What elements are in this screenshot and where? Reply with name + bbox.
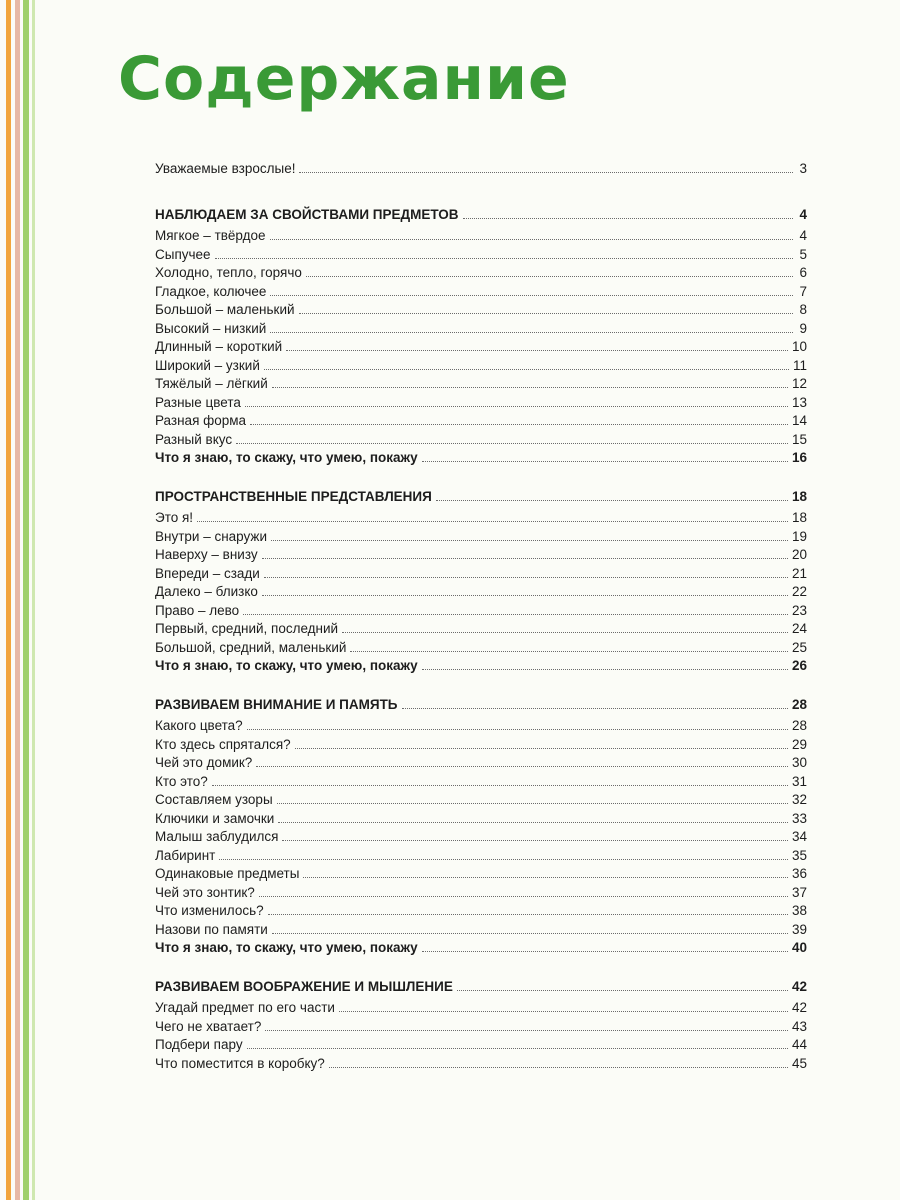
toc-entry-page: 12 (791, 376, 807, 391)
dot-leader (215, 247, 793, 259)
toc-entry[interactable] (155, 264, 807, 283)
toc-entry[interactable] (155, 921, 807, 940)
toc-entry-label: Тяжёлый – лёгкий (155, 376, 268, 391)
toc-entry-page: 26 (791, 658, 807, 673)
stripe-light-green (32, 0, 35, 1200)
toc-entry-page: 5 (799, 246, 807, 262)
toc-entry-page: 40 (791, 940, 807, 955)
dot-leader (463, 207, 793, 219)
toc-entry-label: Лабиринт (155, 847, 216, 863)
toc-entry-label: Что я знаю, то скажу, что умею, покажу (155, 940, 418, 955)
toc-entry-page: 4 (799, 228, 807, 243)
toc-entry-page: 3 (799, 161, 807, 176)
toc-entry-label: Разная форма (155, 413, 247, 428)
section-spacer (155, 468, 807, 488)
toc-entry[interactable] (155, 1036, 807, 1055)
toc-entry-label: Мягкое – твёрдое (155, 228, 266, 243)
toc-entry[interactable] (155, 1055, 807, 1074)
toc-entry[interactable] (155, 884, 807, 903)
section-spacer (155, 179, 807, 206)
toc-entry-page: 4 (799, 206, 807, 222)
toc-entry[interactable] (155, 338, 807, 357)
toc-entry-page: 22 (791, 584, 807, 599)
toc-entry[interactable] (155, 583, 807, 602)
toc-entry-page: 15 (791, 431, 807, 447)
toc-entry[interactable] (155, 828, 807, 847)
table-of-contents (155, 160, 807, 1073)
dot-leader (277, 792, 788, 804)
dot-leader (272, 376, 788, 388)
dot-leader (295, 737, 788, 749)
toc-entry[interactable] (155, 320, 807, 339)
dot-leader (286, 339, 788, 351)
toc-entry-label: Высокий – низкий (155, 320, 267, 336)
toc-entry-page: 7 (799, 283, 807, 299)
dot-leader (250, 413, 788, 425)
dot-leader (219, 848, 788, 860)
toc-entry-label: Первый, средний, последний (155, 621, 339, 636)
toc-intro-entry[interactable] (155, 160, 807, 179)
toc-entry-label: Чей это домик? (155, 755, 253, 770)
toc-entry-label: Далеко – близко (155, 584, 258, 599)
toc-entry-label: Наверху – внизу (155, 547, 258, 562)
toc-entry[interactable] (155, 902, 807, 921)
toc-entry-page: 18 (791, 488, 807, 504)
dot-leader (271, 529, 788, 541)
toc-entry[interactable] (155, 431, 807, 450)
toc-entry-page: 14 (791, 413, 807, 428)
toc-entry[interactable] (155, 999, 807, 1018)
section-spacer (155, 958, 807, 978)
toc-entry[interactable] (155, 620, 807, 639)
toc-entry-label: Большой – маленький (155, 302, 295, 317)
dot-leader (270, 228, 793, 240)
dot-leader (339, 1000, 788, 1012)
toc-entry-page: 16 (791, 450, 807, 465)
toc-entry-label: Что я знаю, то скажу, что умею, покажу (155, 450, 418, 465)
dot-leader (299, 302, 793, 314)
dot-leader (197, 510, 788, 522)
toc-entry[interactable] (155, 773, 807, 792)
toc-entry[interactable] (155, 565, 807, 584)
toc-entry[interactable] (155, 394, 807, 413)
toc-entry-page: 29 (791, 736, 807, 752)
dot-leader (264, 566, 788, 578)
stripe-pink (15, 0, 20, 1200)
dot-leader (306, 265, 793, 277)
toc-entry-page: 21 (791, 565, 807, 581)
toc-entry-label: Что изменилось? (155, 903, 264, 918)
dot-leader (247, 718, 788, 730)
toc-entry-page: 37 (791, 884, 807, 900)
toc-entry-page: 20 (791, 547, 807, 562)
toc-entry-label: Длинный – короткий (155, 339, 283, 354)
toc-summary-entry[interactable] (155, 939, 807, 958)
dot-leader (457, 979, 788, 991)
toc-entry-label: Широкий – узкий (155, 357, 260, 373)
toc-entry-page: 38 (791, 903, 807, 918)
toc-entry[interactable] (155, 717, 807, 736)
toc-entry-label: Разные цвета (155, 394, 241, 410)
dot-leader (282, 829, 788, 841)
toc-entry[interactable] (155, 847, 807, 866)
toc-entry-page: 13 (791, 394, 807, 410)
toc-entry[interactable] (155, 301, 807, 320)
dot-leader (270, 284, 793, 296)
dot-leader (278, 811, 788, 823)
toc-entry-page: 25 (791, 639, 807, 655)
stripe-orange (6, 0, 11, 1200)
dot-leader (422, 658, 788, 670)
toc-entry-label: Угадай предмет по его части (155, 1000, 335, 1015)
toc-entry-page: 44 (791, 1037, 807, 1052)
toc-entry[interactable] (155, 736, 807, 755)
dot-leader (268, 903, 788, 915)
dot-leader (264, 358, 789, 370)
dot-leader (329, 1056, 788, 1068)
toc-entry-label: Что я знаю, то скажу, что умею, покажу (155, 658, 418, 673)
toc-entry-label: Уважаемые взрослые! (155, 161, 296, 176)
toc-entry-label: Назови по памяти (155, 921, 268, 937)
toc-entry[interactable] (155, 602, 807, 621)
toc-entry-page: 35 (791, 847, 807, 863)
toc-entry-page: 8 (799, 302, 807, 317)
dot-leader (212, 774, 788, 786)
toc-summary-entry[interactable] (155, 449, 807, 468)
toc-entry-label: Право – лево (155, 602, 240, 618)
dot-leader (270, 321, 793, 333)
dot-leader (402, 697, 788, 709)
toc-entry-page: 24 (791, 621, 807, 636)
toc-entry-page: 30 (791, 755, 807, 770)
dot-leader (350, 640, 788, 652)
dot-leader (243, 603, 788, 615)
toc-entry-page: 42 (791, 978, 807, 994)
dot-leader (422, 940, 788, 952)
toc-entry-label: Это я! (155, 510, 194, 525)
toc-entry-label: РАЗВИВАЕМ ВНИМАНИЕ И ПАМЯТЬ (155, 696, 398, 712)
toc-entry-page: 19 (791, 528, 807, 544)
toc-entry-page: 11 (792, 357, 807, 373)
dot-leader (247, 1037, 788, 1049)
toc-entry-page: 32 (791, 792, 807, 807)
dot-leader (342, 621, 788, 633)
dot-leader (265, 1019, 788, 1031)
toc-entry-page: 23 (791, 602, 807, 618)
toc-entry[interactable] (155, 246, 807, 265)
dot-leader (245, 395, 788, 407)
toc-entry-label: Чей это зонтик? (155, 884, 255, 900)
toc-entry-label: Составляем узоры (155, 792, 273, 807)
toc-entry-label: Чего не хватает? (155, 1018, 262, 1034)
toc-entry[interactable] (155, 639, 807, 658)
toc-entry-label: Холодно, тепло, горячо (155, 265, 302, 280)
toc-entry-page: 36 (791, 866, 807, 881)
toc-section-heading[interactable] (155, 978, 807, 997)
dot-leader (303, 866, 788, 878)
toc-entry-label: Кто это? (155, 773, 208, 789)
toc-entry-label: Кто здесь спрятался? (155, 736, 291, 752)
toc-entry[interactable] (155, 810, 807, 829)
toc-entry[interactable] (155, 791, 807, 810)
toc-entry[interactable] (155, 283, 807, 302)
toc-entry[interactable] (155, 865, 807, 884)
page-title: Содержание (118, 44, 570, 114)
toc-entry[interactable] (155, 546, 807, 565)
toc-entry[interactable] (155, 754, 807, 773)
toc-entry-label: Сыпучее (155, 246, 211, 262)
dot-leader (272, 922, 788, 934)
toc-entry-page: 39 (791, 921, 807, 937)
stripe-green (23, 0, 29, 1200)
decorative-stripes (0, 0, 40, 1200)
toc-entry-label: Подбери пару (155, 1037, 243, 1052)
toc-entry-page: 6 (799, 265, 807, 280)
toc-entry-label: Внутри – снаружи (155, 528, 267, 544)
dot-leader (262, 547, 788, 559)
toc-entry-label: Большой, средний, маленький (155, 639, 347, 655)
toc-entry-page: 10 (791, 339, 807, 354)
toc-entry-label: Что поместится в коробку? (155, 1055, 325, 1071)
toc-section-heading[interactable] (155, 206, 807, 225)
toc-entry[interactable] (155, 357, 807, 376)
toc-entry-page: 18 (791, 510, 807, 525)
toc-entry-label: Малыш заблудился (155, 829, 279, 844)
toc-entry-label: Разный вкус (155, 431, 233, 447)
toc-entry-label: Одинаковые предметы (155, 866, 300, 881)
toc-entry-page: 45 (791, 1055, 807, 1071)
toc-entry-page: 42 (791, 1000, 807, 1015)
toc-entry[interactable] (155, 412, 807, 431)
toc-entry-label: ПРОСТРАНСТВЕННЫЕ ПРЕДСТАВЛЕНИЯ (155, 488, 432, 504)
dot-leader (299, 161, 793, 173)
dot-leader (256, 755, 788, 767)
toc-entry[interactable] (155, 528, 807, 547)
toc-entry-page: 28 (791, 718, 807, 733)
dot-leader (236, 432, 788, 444)
toc-entry[interactable] (155, 509, 807, 528)
toc-entry-page: 43 (791, 1018, 807, 1034)
dot-leader (262, 584, 788, 596)
toc-entry[interactable] (155, 227, 807, 246)
toc-entry-page: 9 (799, 320, 807, 336)
toc-section-heading[interactable] (155, 488, 807, 507)
toc-entry-page: 33 (791, 810, 807, 826)
toc-entry-label: РАЗВИВАЕМ ВООБРАЖЕНИЕ И МЫШЛЕНИЕ (155, 978, 453, 994)
section-spacer (155, 676, 807, 696)
dot-leader (422, 450, 788, 462)
toc-entry-page: 28 (791, 696, 807, 712)
dot-leader (259, 885, 788, 897)
toc-entry-page: 34 (791, 829, 807, 844)
toc-entry[interactable] (155, 375, 807, 394)
toc-entry-label: Какого цвета? (155, 718, 243, 733)
toc-sections (155, 179, 807, 1074)
toc-entry-label: Гладкое, колючее (155, 283, 267, 299)
dot-leader (436, 489, 788, 501)
toc-entry-label: Ключики и замочки (155, 810, 275, 826)
toc-entry-label: Впереди – сзади (155, 565, 260, 581)
toc-entry[interactable] (155, 1018, 807, 1037)
toc-summary-entry[interactable] (155, 657, 807, 676)
toc-entry-page: 31 (791, 773, 807, 789)
toc-entry-label: НАБЛЮДАЕМ ЗА СВОЙСТВАМИ ПРЕДМЕТОВ (155, 206, 459, 222)
toc-section-heading[interactable] (155, 696, 807, 715)
